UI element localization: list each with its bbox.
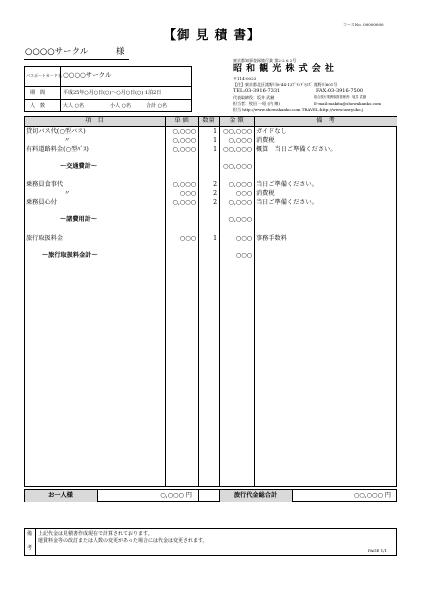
row-unit-price: ○○○ bbox=[179, 235, 196, 242]
row-note: 事務手数料 bbox=[256, 235, 287, 242]
row-note: 当日ご準備ください。 bbox=[256, 199, 318, 206]
company-urls: 担当 http://www.showakanko.com TRAVEL:http://www.iasryoko.j bbox=[233, 107, 363, 112]
row-unit-price: ○○○ bbox=[179, 190, 196, 197]
row-note: ガイドなし bbox=[256, 128, 287, 135]
row-amount: ○○○ bbox=[235, 235, 252, 242]
row-unit-price: ○,○○○ bbox=[172, 199, 196, 206]
people-adult: 大人 ○名 bbox=[63, 103, 84, 109]
row-item: 〃 bbox=[64, 190, 71, 197]
per-person-value: ○,○○○ 円 bbox=[160, 492, 192, 499]
customer-honorific: 様 bbox=[116, 47, 125, 57]
row-amount: ○,○○○ bbox=[228, 137, 252, 144]
remarks-line-1: 上記代金は見積書作成現在で計算されております。 bbox=[38, 531, 153, 537]
row-unit-price: ○,○○○ bbox=[172, 146, 196, 153]
row-amount: ○○○ bbox=[235, 190, 252, 197]
remarks-label-2: 考 bbox=[27, 545, 33, 551]
row-amount: ○○,○○○ bbox=[223, 146, 252, 153]
page-number: PAGE 1/1 bbox=[368, 548, 388, 553]
row-unit-price: ○,○○○ bbox=[172, 137, 196, 144]
row-item: 乗務員心付 bbox=[26, 199, 57, 206]
company-manager: 総合旅行業務取扱管理者：坂井 武継 bbox=[314, 95, 367, 99]
company-address: 【住】東京都北区滝野川8-44-13ﾌﾞﾗﾝﾄﾞﾋﾙｽﾞ 滝野川601号 bbox=[233, 82, 338, 87]
period-value: 平成25年○月○日(○)〜○月○日(○) 1泊2日 bbox=[63, 90, 162, 96]
row-quantity: 2 bbox=[213, 181, 217, 188]
row-quantity: 1 bbox=[213, 128, 217, 135]
row-quantity: 1 bbox=[213, 146, 217, 153]
subtotal-misc-label: 〜諸費用計〜 bbox=[60, 216, 98, 223]
grand-total-value: ○○,○○○ 円 bbox=[353, 492, 391, 499]
estimate-table bbox=[24, 116, 397, 487]
company-license: 東京都知事登録旅行業 第2-2 6 2号 bbox=[233, 58, 297, 63]
company-representative: 代表取締役：坂井 武継 bbox=[233, 95, 275, 100]
company-tel: TEL:03-3916-7331 bbox=[233, 88, 281, 94]
row-amount: ○○,○○○ bbox=[223, 128, 252, 135]
company-fax: FAX:03-3916-7500 bbox=[316, 88, 364, 94]
row-quantity: 1 bbox=[213, 137, 217, 144]
company-contact: 担当者：牧田 一昭 (内 線) bbox=[233, 101, 280, 106]
row-item: 貸切バス代(○型バス) bbox=[26, 128, 86, 135]
row-item: 〃 bbox=[64, 137, 71, 144]
row-quantity: 1 bbox=[213, 235, 217, 242]
company-email: E-mail:makita@showakanko.com bbox=[314, 101, 382, 106]
subtotal-handling-amount: ○○○ bbox=[235, 252, 252, 259]
row-item: 旅行取扱料金 bbox=[26, 235, 64, 242]
row-item: 乗務員食事代 bbox=[26, 181, 64, 188]
row-note: 消費税 bbox=[256, 137, 275, 144]
people-total: 合計 ○名 bbox=[146, 103, 167, 109]
remarks-label-1: 備 bbox=[27, 531, 33, 537]
header-note: 備 考 bbox=[316, 117, 335, 124]
pass-label: パスポートカード名 bbox=[26, 73, 62, 78]
header-unit-price: 単 価 bbox=[174, 117, 189, 124]
customer-underline bbox=[24, 59, 129, 60]
company-zip: 〒114-0023 bbox=[233, 76, 257, 81]
row-quantity: 2 bbox=[213, 190, 217, 197]
subtotal-handling-label: 〜旅行取扱料金計〜 bbox=[42, 252, 98, 259]
row-unit-price: ○,○○○ bbox=[172, 128, 196, 135]
company-name: 昭 和 観 光 株 式 会 社 bbox=[233, 64, 335, 74]
row-item: 有料道路料金(○型ﾊﾞｽ) bbox=[26, 146, 89, 153]
grand-total-label: 旅行代金総合計 bbox=[233, 492, 278, 499]
row-note: 概算 当日ご準備ください。 bbox=[256, 146, 337, 153]
per-person-label: お一人様 bbox=[48, 492, 73, 499]
document-title: 【御 見 積 書】 bbox=[163, 27, 261, 42]
period-label: 期 間 bbox=[30, 90, 46, 96]
remarks-line-2: 運賃料金等の改訂または人数の変更があった場合には代金は変更されます。 bbox=[38, 538, 208, 544]
subtotal-transport-amount: ○○,○○○ bbox=[223, 163, 252, 170]
pass-value: ○○○○サークル bbox=[63, 71, 112, 79]
header-amount: 金 額 bbox=[229, 117, 244, 124]
row-note: 消費税 bbox=[256, 190, 275, 197]
customer-name: ○○○○サークル bbox=[25, 47, 89, 57]
subtotal-misc-amount: ○,○○○ bbox=[228, 216, 252, 223]
header-item: 項 目 bbox=[85, 117, 104, 124]
people-child: 小人 ○名 bbox=[110, 103, 131, 109]
people-label: 人 数 bbox=[30, 103, 46, 109]
subtotal-transport-label: 〜交通費計〜 bbox=[60, 163, 98, 170]
header-quantity: 数量 bbox=[202, 117, 215, 124]
row-amount: ○,○○○ bbox=[228, 199, 252, 206]
row-amount: ○,○○○ bbox=[228, 181, 252, 188]
course-number: コースNo. 00000000 bbox=[343, 22, 384, 27]
row-unit-price: ○,○○○ bbox=[172, 181, 196, 188]
row-note: 当日ご準備ください。 bbox=[256, 181, 318, 188]
row-quantity: 2 bbox=[213, 199, 217, 206]
